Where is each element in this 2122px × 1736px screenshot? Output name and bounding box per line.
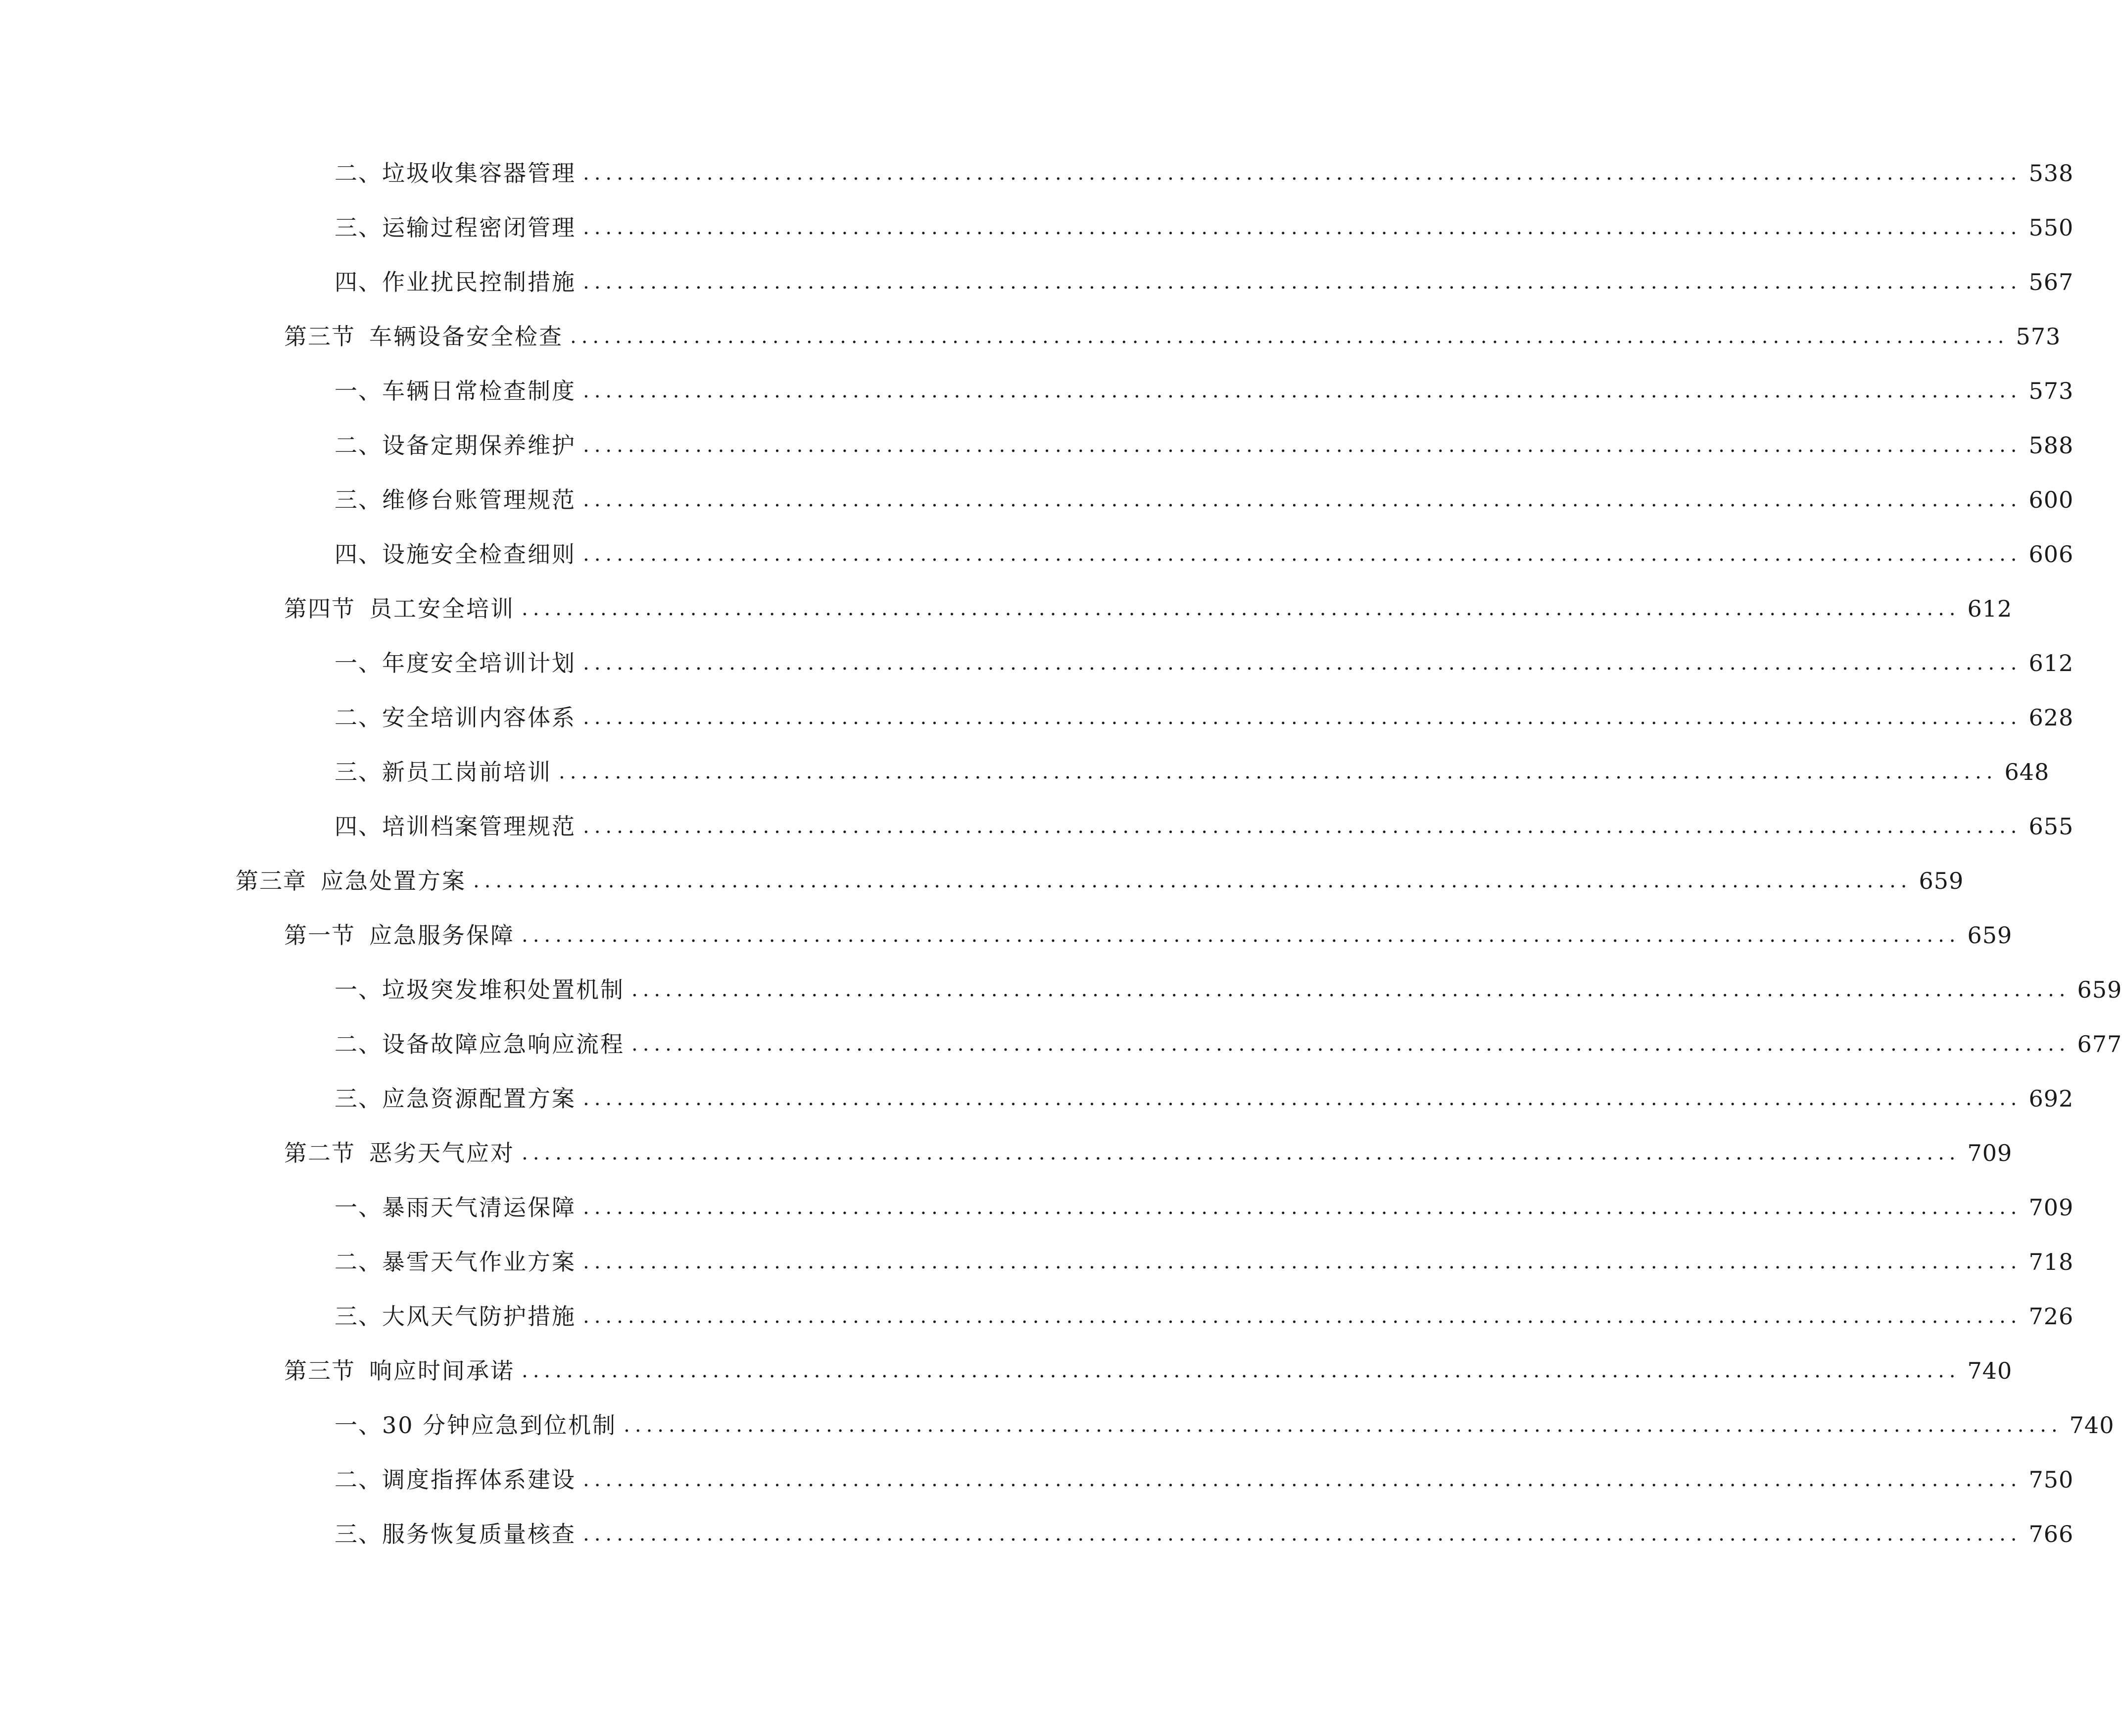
toc-entry-page-number: 648 [2004,759,2050,785]
toc-entry-section[interactable] [0,581,2013,636]
toc-entry-item[interactable] [0,1180,2074,1235]
toc-entry-leader: ................................................................................................................................ [559,761,1998,783]
toc-entry-leader: ................................................................................................................................ [583,1196,2022,1219]
toc-entry-title: 响应时间承诺 [369,1357,515,1384]
toc-entry-number: 三、 [335,1521,382,1547]
toc-entry-section[interactable] [0,908,2013,963]
toc-entry-page-number: 655 [2028,813,2074,840]
toc-entry-page-number: 628 [2028,704,2074,731]
toc-entry-title: 垃圾突发堆积处置机制 [382,976,625,1003]
toc-entry-title: 应急处置方案 [321,868,466,894]
toc-entry-item[interactable] [0,1507,2074,1561]
toc-entry-title: 培训档案管理规范 [382,813,576,840]
toc-entry-leader: ................................................................................................................................ [473,869,1912,892]
toc-entry-title: 车辆日常检查制度 [382,378,576,404]
toc-entry-page-number: 573 [2028,378,2074,404]
toc-entry-title: 垃圾收集容器管理 [382,160,576,187]
toc-entry-page-number: 612 [2028,650,2074,676]
toc-entry-leader: ................................................................................................................................ [583,1087,2022,1110]
toc-entry-title: 调度指挥体系建设 [382,1466,576,1493]
toc-entry-title: 设备故障应急响应流程 [382,1031,625,1058]
toc-entry-section[interactable] [0,1344,2013,1398]
toc-entry-number: 一、 [335,1194,382,1221]
toc-entry-item[interactable] [0,1452,2074,1507]
toc-entry-title: 应急服务保障 [369,922,515,949]
toc-entry-number: 三、 [335,486,382,513]
toc-entry-number: 一、 [335,1412,382,1439]
toc-entry-section[interactable] [0,309,2061,364]
toc-entry-page-number: 750 [2028,1466,2074,1493]
toc-entry-item[interactable] [0,364,2074,418]
toc-entry-title: 30 分钟应急到位机制 [382,1412,617,1439]
toc-entry-page-number: 573 [2016,323,2061,350]
toc-entry-number: 三、 [335,214,382,241]
toc-entry-leader: ................................................................................................................................ [624,1414,2063,1437]
toc-entry-item[interactable] [0,418,2074,473]
toc-entry-number: 三、 [335,1303,382,1330]
toc-entry-title: 员工安全培训 [369,595,515,622]
toc-entry-number: 三、 [335,759,382,785]
toc-entry-section[interactable] [0,1126,2013,1180]
toc-entry-title: 服务恢复质量核查 [382,1521,576,1547]
toc-entry-item[interactable] [0,200,2074,255]
toc-entry-number: 四、 [335,813,382,840]
toc-entry-leader: ................................................................................................................................ [583,162,2022,185]
toc-entry-item[interactable] [0,473,2074,527]
toc-entry-leader: ................................................................................................................................ [522,1359,1961,1382]
toc-entry-number: 二、 [335,1466,382,1493]
toc-entry-page-number: 567 [2028,269,2074,295]
toc-entry-item[interactable] [0,636,2074,690]
toc-entry-leader: ................................................................................................................................ [522,1142,1961,1164]
toc-entry-page-number: 600 [2028,486,2074,513]
toc-entry-page-number: 766 [2028,1521,2074,1547]
toc-entry-leader: ................................................................................................................................ [522,924,1961,947]
toc-entry-number: 一、 [335,976,382,1003]
toc-entry-title: 年度安全培训计划 [382,650,576,676]
toc-entry-title: 应急资源配置方案 [382,1085,576,1112]
toc-entry-leader: ................................................................................................................................ [631,1033,2071,1056]
toc-entry-page-number: 709 [2028,1194,2074,1221]
toc-entry-leader: ................................................................................................................................ [631,978,2071,1001]
toc-entry-item[interactable] [0,1017,2122,1071]
toc-entry-page-number: 612 [1967,595,2013,622]
toc-entry-leader: ................................................................................................................................ [583,488,2022,511]
toc-entry-number: 第一节 [284,922,355,949]
toc-entry-page-number: 740 [1967,1357,2013,1384]
toc-entry-number: 二、 [335,1031,382,1058]
toc-entry-title: 车辆设备安全检查 [369,323,563,350]
toc-entry-item[interactable] [0,745,2050,799]
toc-entry-leader: ................................................................................................................................ [583,543,2022,566]
toc-entry-page-number: 588 [2028,432,2074,459]
toc-entry-title: 新员工岗前培训 [382,759,552,785]
toc-entry-title: 恶劣天气应对 [369,1140,515,1166]
toc-entry-page-number: 659 [2077,976,2122,1003]
toc-entry-leader: ................................................................................................................................ [583,815,2022,838]
toc-entry-title: 暴雪天气作业方案 [382,1249,576,1275]
toc-entry-number: 一、 [335,378,382,404]
toc-entry-title: 安全培训内容体系 [382,704,576,731]
toc-entry-item[interactable] [0,1289,2074,1344]
toc-entry-title: 设备定期保养维护 [382,432,576,459]
toc-entry-item[interactable] [0,527,2074,581]
toc-entry-item[interactable] [0,1071,2074,1126]
toc-entry-number: 二、 [335,1249,382,1275]
toc-entry-number: 二、 [335,704,382,731]
toc-entry-item[interactable] [0,1235,2074,1289]
toc-entry-page-number: 659 [1967,922,2013,949]
toc-entry-page-number: 550 [2028,214,2074,241]
toc-entry-number: 第二节 [284,1140,355,1166]
toc-entry-number: 第三章 [236,868,307,894]
toc-entry-leader: ................................................................................................................................ [583,434,2022,457]
toc-entry-title: 大风天气防护措施 [382,1303,576,1330]
toc-entry-number: 二、 [335,160,382,187]
toc-entry-item[interactable] [0,146,2074,200]
toc-entry-item[interactable] [0,963,2122,1017]
toc-entry-leader: ................................................................................................................................ [583,380,2022,402]
toc-entry-number: 第三节 [284,323,355,350]
toc-entry-leader: ................................................................................................................................ [583,216,2022,239]
toc-entry-title: 运输过程密闭管理 [382,214,576,241]
toc-entry-number: 第四节 [284,595,355,622]
toc-entry-item[interactable] [0,255,2074,309]
toc-entry-leader: ................................................................................................................................ [583,1523,2022,1545]
toc-entry-number: 一、 [335,650,382,676]
toc-entry-leader: ................................................................................................................................ [583,1305,2022,1328]
toc-entry-chapter[interactable] [0,854,1964,908]
toc-entry-page-number: 677 [2077,1031,2122,1058]
toc-entry-page-number: 709 [1967,1140,2013,1166]
toc-entry-leader: ................................................................................................................................ [522,597,1961,620]
toc-entry-number: 三、 [335,1085,382,1112]
toc-entry-page-number: 740 [2069,1412,2115,1439]
table-of-contents [0,146,2122,1561]
toc-entry-page-number: 538 [2028,160,2074,187]
toc-entry-leader: ................................................................................................................................ [583,706,2022,729]
toc-entry-leader: ................................................................................................................................ [583,652,2022,675]
toc-entry-leader: ................................................................................................................................ [583,1251,2022,1273]
toc-entry-number: 四、 [335,269,382,295]
toc-entry-page-number: 606 [2028,541,2074,568]
toc-entry-item[interactable] [0,799,2074,854]
toc-entry-title: 维修台账管理规范 [382,486,576,513]
toc-entry-page-number: 718 [2028,1249,2074,1275]
toc-entry-title: 设施安全检查细则 [382,541,576,568]
toc-entry-page-number: 659 [1919,868,1964,894]
toc-entry-title: 暴雨天气清运保障 [382,1194,576,1221]
toc-entry-number: 二、 [335,432,382,459]
toc-entry-leader: ................................................................................................................................ [570,325,2009,348]
toc-entry-item[interactable] [0,690,2074,745]
toc-entry-number: 第三节 [284,1357,355,1384]
toc-entry-title: 作业扰民控制措施 [382,269,576,295]
toc-entry-page-number: 726 [2028,1303,2074,1330]
toc-entry-item[interactable] [0,1398,2115,1452]
toc-entry-page-number: 692 [2028,1085,2074,1112]
toc-entry-leader: ................................................................................................................................ [583,1468,2022,1491]
toc-entry-number: 四、 [335,541,382,568]
toc-entry-leader: ................................................................................................................................ [583,271,2022,293]
